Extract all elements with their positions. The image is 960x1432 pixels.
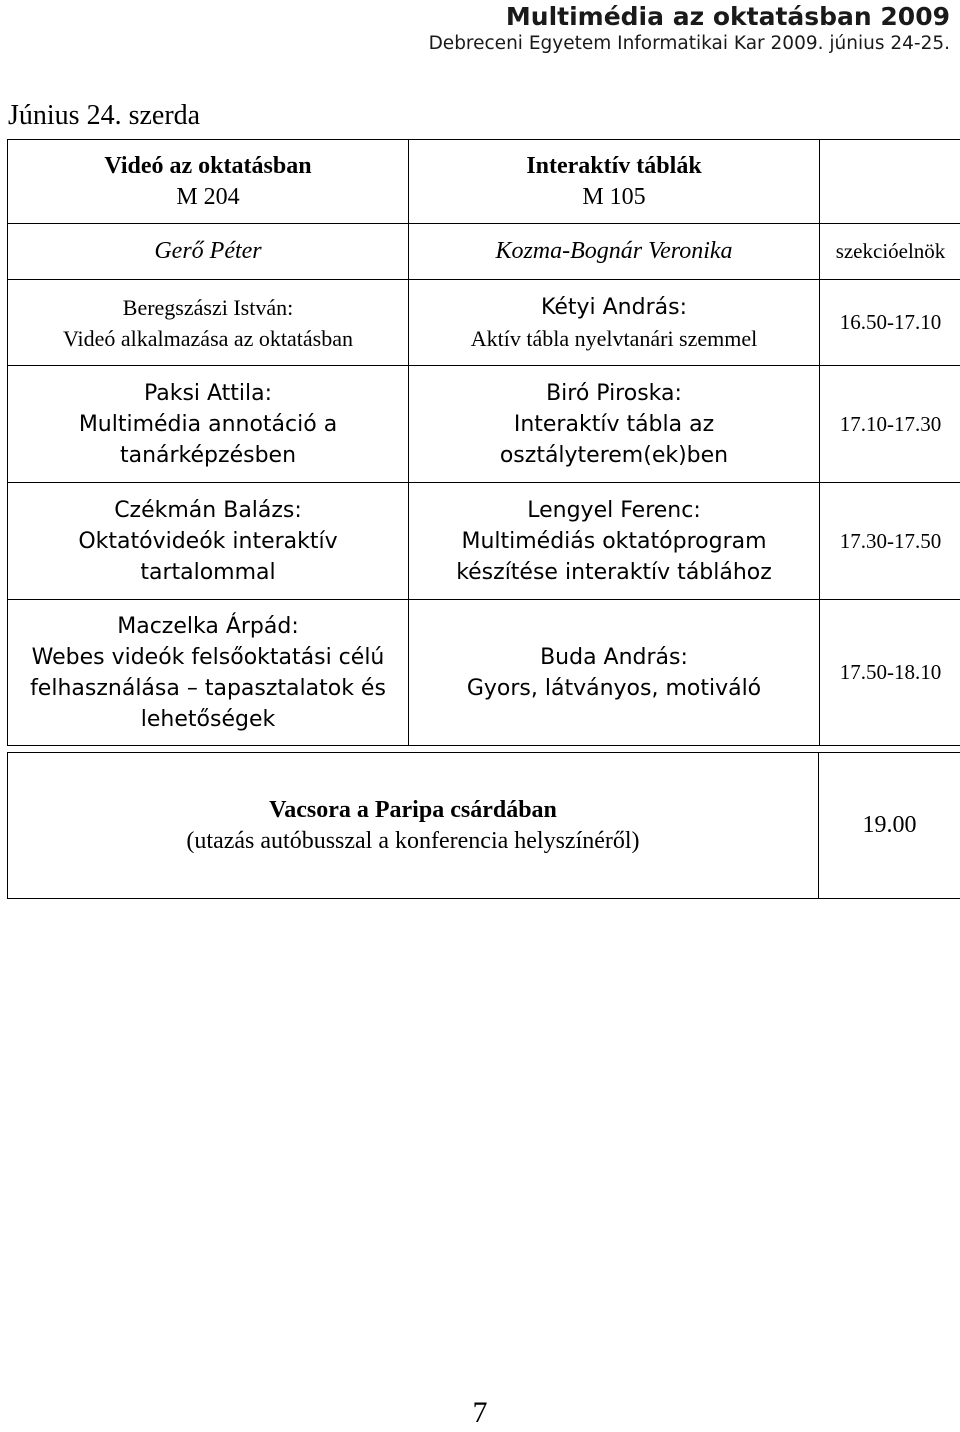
session-cell [8, 280, 409, 366]
dinner-table [7, 752, 960, 899]
talk-title: felhasználása – tapasztalatok és [30, 675, 386, 701]
track-2-chair: Kozma-Bognár Veronika [409, 224, 820, 280]
schedule-table [7, 139, 960, 746]
speaker-name: Lengyel Ferenc: [527, 497, 701, 523]
track-1-chair: Gerő Péter [8, 224, 409, 280]
time-slot: 17.30-17.50 [820, 483, 960, 600]
dinner-row [8, 753, 960, 899]
talk-title: Interaktív tábla az [513, 411, 715, 437]
page-number: 7 [472, 1396, 488, 1429]
empty-header-cell [820, 140, 960, 224]
speaker-name: Biró Piroska: [546, 380, 682, 406]
talk-title: tartalommal [140, 559, 276, 585]
talk-title: Videó alkalmazása az oktatásban [62, 325, 354, 351]
session-row [8, 366, 960, 483]
time-slot: 16.50-17.10 [820, 280, 960, 366]
session-cell [409, 366, 820, 483]
conference-title: Multimédia az oktatásban 2009 [505, 2, 950, 31]
session-cell [8, 366, 409, 483]
session-row [8, 483, 960, 600]
track-2-room: M 105 [582, 183, 646, 210]
track-1-room: M 204 [176, 183, 240, 210]
session-cell [409, 483, 820, 600]
dinner-note: (utazás autóbusszal a konferencia helyszínéről) [186, 827, 640, 854]
talk-title: lehetőségek [140, 706, 276, 732]
dinner-time: 19.00 [819, 753, 960, 899]
track-2-name: Interaktív táblák [526, 152, 702, 179]
speaker-name: Beregszászi István: [122, 294, 294, 320]
talk-title: osztályterem(ek)ben [499, 442, 729, 468]
speaker-name: Kétyi András: [541, 294, 687, 320]
session-cell [8, 600, 409, 746]
talk-title: Gyors, látványos, motiváló [466, 675, 762, 701]
conference-subtitle: Debreceni Egyetem Informatikai Kar 2009. június 24-25. [428, 33, 950, 54]
track-1-header [8, 140, 409, 224]
talk-title: Multimédia annotáció a [78, 411, 338, 437]
talk-title: Webes videók felsőoktatási célú [31, 644, 385, 670]
chair-label: szekcióelnök [820, 224, 960, 280]
talk-title: Oktatóvideók interaktív [78, 528, 338, 554]
day-heading: Június 24. szerda [8, 100, 201, 131]
session-cell [409, 280, 820, 366]
chair-row [8, 224, 960, 280]
speaker-name: Paksi Attila: [143, 380, 273, 406]
speaker-name: Czékmán Balázs: [114, 497, 302, 523]
talk-title: tanárképzésben [119, 442, 297, 468]
speaker-name: Buda András: [540, 644, 688, 670]
session-row [8, 600, 960, 746]
dinner-info [8, 753, 819, 899]
track-header-row [8, 140, 960, 224]
track-2-header [409, 140, 820, 224]
track-1-name: Videó az oktatásban [104, 152, 312, 179]
page-header [429, 2, 950, 56]
talk-title: Aktív tábla nyelvtanári szemmel [470, 325, 758, 351]
session-cell [8, 483, 409, 600]
talk-title: készítése interaktív táblához [456, 559, 772, 585]
time-slot: 17.50-18.10 [820, 600, 960, 746]
talk-title: Multimédiás oktatóprogram [461, 528, 767, 554]
dinner-title: Vacsora a Paripa csárdában [269, 796, 557, 823]
speaker-name: Maczelka Árpád: [117, 613, 299, 639]
session-cell [409, 600, 820, 746]
time-slot: 17.10-17.30 [820, 366, 960, 483]
session-row [8, 280, 960, 366]
